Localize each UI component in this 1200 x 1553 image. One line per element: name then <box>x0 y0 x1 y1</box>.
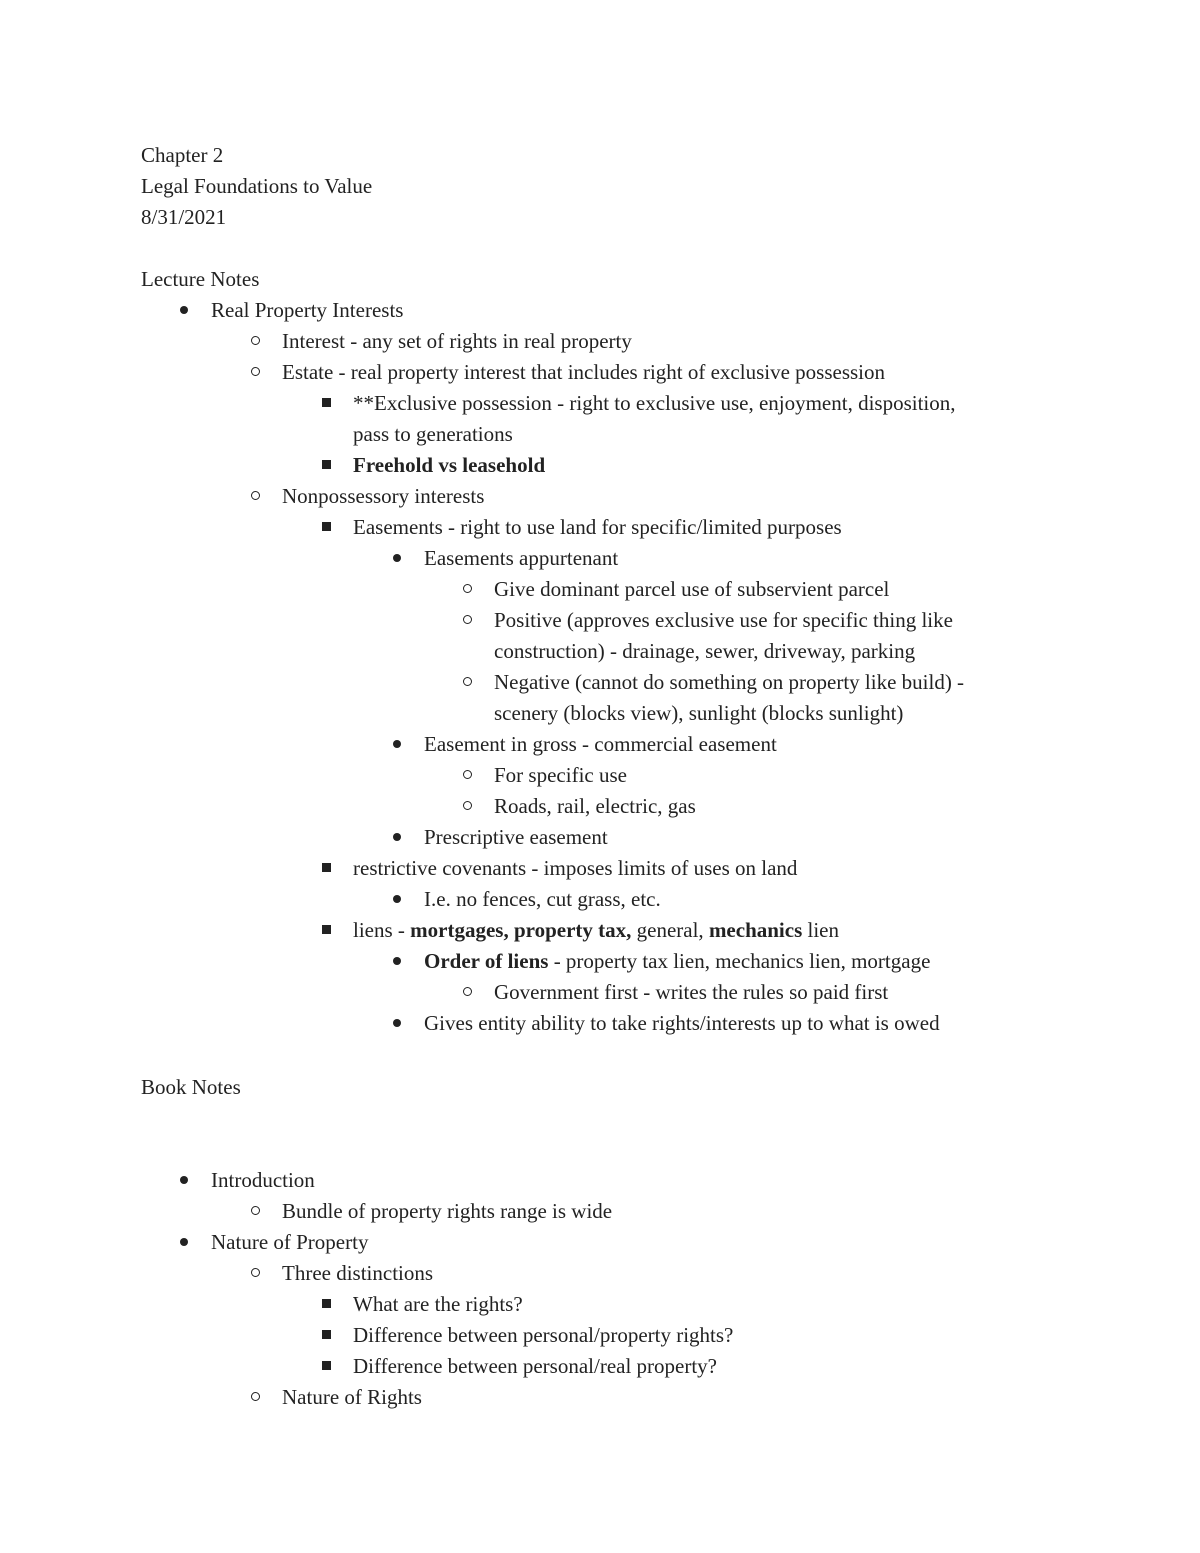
bullet-circle-icon <box>245 1258 265 1289</box>
order-of-liens-bold: Order of liens <box>424 949 549 973</box>
liens-text: liens - <box>353 918 411 942</box>
bullet-square-icon <box>316 388 336 419</box>
liens-text-end: lien <box>802 918 840 942</box>
bullet-dot-icon <box>387 822 407 853</box>
liens-text-general: general, <box>631 918 709 942</box>
bullet-square-icon <box>316 853 336 884</box>
list-item: Prescriptive easement <box>424 825 608 849</box>
list-item-continuation: construction) - drainage, sewer, driveway, parking <box>494 639 916 663</box>
list-item-continuation: pass to generations <box>353 422 513 446</box>
list-item: Difference between personal/property rights? <box>353 1323 734 1347</box>
list-item: Real Property Interests <box>211 298 404 322</box>
list-item-continuation: scenery (blocks view), sunlight (blocks sunlight) <box>494 701 904 725</box>
bullet-circle-icon <box>457 605 477 636</box>
bullet-circle-icon <box>245 1196 265 1227</box>
list-item: What are the rights? <box>353 1292 523 1316</box>
list-item: Bundle of property rights range is wide <box>282 1199 613 1223</box>
bullet-dot-icon <box>387 1008 407 1039</box>
bullet-dot-icon <box>174 1227 194 1258</box>
bullet-circle-icon <box>245 1382 265 1413</box>
list-item: Gives entity ability to take rights/interests up to what is owed <box>424 1011 940 1035</box>
list-item: Roads, rail, electric, gas <box>494 794 696 818</box>
order-of-liens-text: - property tax lien, mechanics lien, mortgage <box>548 949 931 973</box>
list-item: Easement in gross - commercial easement <box>424 732 777 756</box>
bullet-circle-icon <box>457 977 477 1008</box>
bullet-dot-icon <box>387 884 407 915</box>
bullet-square-icon <box>316 512 336 543</box>
book-notes-heading: Book Notes <box>141 1075 241 1099</box>
list-item: Negative (cannot do something on property like build) - <box>494 670 965 694</box>
list-item-liens <box>353 915 839 946</box>
document-title: Legal Foundations to Value <box>141 174 373 198</box>
bullet-square-icon <box>316 1320 336 1351</box>
bullet-circle-icon <box>457 574 477 605</box>
liens-bold-mechanics: mechanics <box>708 918 803 942</box>
bullet-square-icon <box>316 915 336 946</box>
list-item: Nonpossessory interests <box>282 484 485 508</box>
bullet-dot-icon <box>387 946 407 977</box>
list-item-order-of-liens <box>424 946 930 977</box>
list-item: restrictive covenants - imposes limits of uses on land <box>353 856 798 880</box>
list-item: Give dominant parcel use of subservient parcel <box>494 577 890 601</box>
bullet-circle-icon <box>245 357 265 388</box>
list-item: Easements appurtenant <box>424 546 619 570</box>
list-item: Government first - writes the rules so paid first <box>494 980 889 1004</box>
list-item: I.e. no fences, cut grass, etc. <box>424 887 661 911</box>
bullet-circle-icon <box>245 481 265 512</box>
liens-bold-types: mortgages, property tax, <box>410 918 632 942</box>
document-date: 8/31/2021 <box>141 205 227 229</box>
list-item: **Exclusive possession - right to exclusive use, enjoyment, disposition, <box>353 391 956 415</box>
list-item: Estate - real property interest that includes right of exclusive possession <box>282 360 886 384</box>
bullet-square-icon <box>316 450 336 481</box>
bullet-circle-icon <box>457 791 477 822</box>
bullet-square-icon <box>316 1351 336 1382</box>
bullet-dot-icon <box>174 1165 194 1196</box>
list-item: Introduction <box>211 1168 315 1192</box>
list-item: Three distinctions <box>282 1261 434 1285</box>
chapter-label: Chapter 2 <box>141 143 224 167</box>
list-item: Easements - right to use land for specific/limited purposes <box>353 515 842 539</box>
bullet-circle-icon <box>245 326 265 357</box>
bullet-square-icon <box>316 1289 336 1320</box>
list-item: Nature of Property <box>211 1230 369 1254</box>
list-item: For specific use <box>494 763 627 787</box>
list-item: Interest - any set of rights in real property <box>282 329 632 353</box>
bullet-dot-icon <box>174 295 194 326</box>
bullet-dot-icon <box>387 729 407 760</box>
lecture-notes-heading: Lecture Notes <box>141 267 260 291</box>
bullet-circle-icon <box>457 760 477 791</box>
list-item: Nature of Rights <box>282 1385 422 1409</box>
list-item-bold: Freehold vs leasehold <box>353 453 546 477</box>
bullet-circle-icon <box>457 667 477 698</box>
bullet-dot-icon <box>387 543 407 574</box>
list-item: Positive (approves exclusive use for specific thing like <box>494 608 953 632</box>
list-item: Difference between personal/real property? <box>353 1354 718 1378</box>
